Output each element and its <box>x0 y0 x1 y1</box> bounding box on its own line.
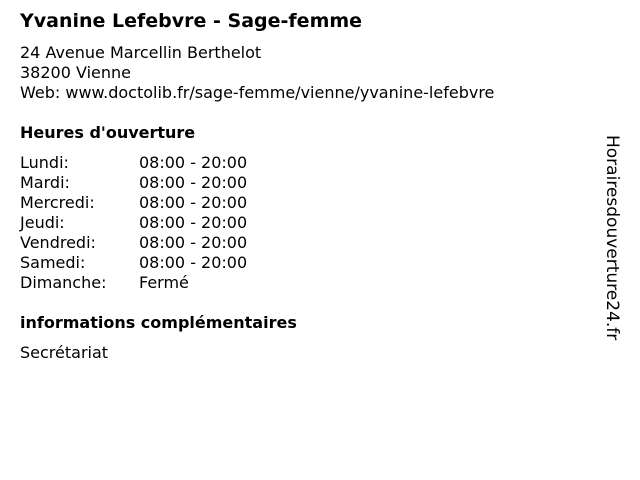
hours-value: 08:00 - 20:00 <box>139 173 248 192</box>
hours-value: 08:00 - 20:00 <box>139 233 248 252</box>
website-link[interactable]: Web: www.doctolib.fr/sage-femme/vienne/yvanine-lefebvre <box>20 83 495 102</box>
hours-value: 08:00 - 20:00 <box>139 253 248 272</box>
day-label: Mardi: <box>20 173 70 192</box>
day-label: Mercredi: <box>20 193 95 212</box>
site-watermark: Horairesdouverture24.fr <box>602 135 622 341</box>
city-address: 38200 Vienne <box>20 63 131 82</box>
hours-value: Fermé <box>139 273 189 292</box>
hours-row-monday <box>20 153 247 173</box>
hours-row-thursday <box>20 213 247 233</box>
hours-row-saturday <box>20 253 247 273</box>
opening-hours-heading: Heures d'ouverture <box>20 123 196 142</box>
day-label: Samedi: <box>20 253 86 272</box>
hours-row-sunday <box>20 273 247 293</box>
hours-row-wednesday <box>20 193 247 213</box>
hours-value: 08:00 - 20:00 <box>139 213 248 232</box>
day-label: Dimanche: <box>20 273 107 292</box>
address-block <box>20 43 494 103</box>
hours-row-tuesday <box>20 173 247 193</box>
page-title: Yvanine Lefebvre - Sage-femme <box>20 10 363 32</box>
day-label: Jeudi: <box>20 213 65 232</box>
additional-info-text: Secrétariat <box>20 343 109 362</box>
street-address: 24 Avenue Marcellin Berthelot <box>20 43 262 62</box>
day-label: Vendredi: <box>20 233 96 252</box>
hours-value: 08:00 - 20:00 <box>139 153 248 172</box>
additional-info-heading: informations complémentaires <box>20 313 297 332</box>
hours-value: 08:00 - 20:00 <box>139 193 248 212</box>
day-label: Lundi: <box>20 153 69 172</box>
opening-hours-table <box>20 153 247 293</box>
hours-row-friday <box>20 233 247 253</box>
